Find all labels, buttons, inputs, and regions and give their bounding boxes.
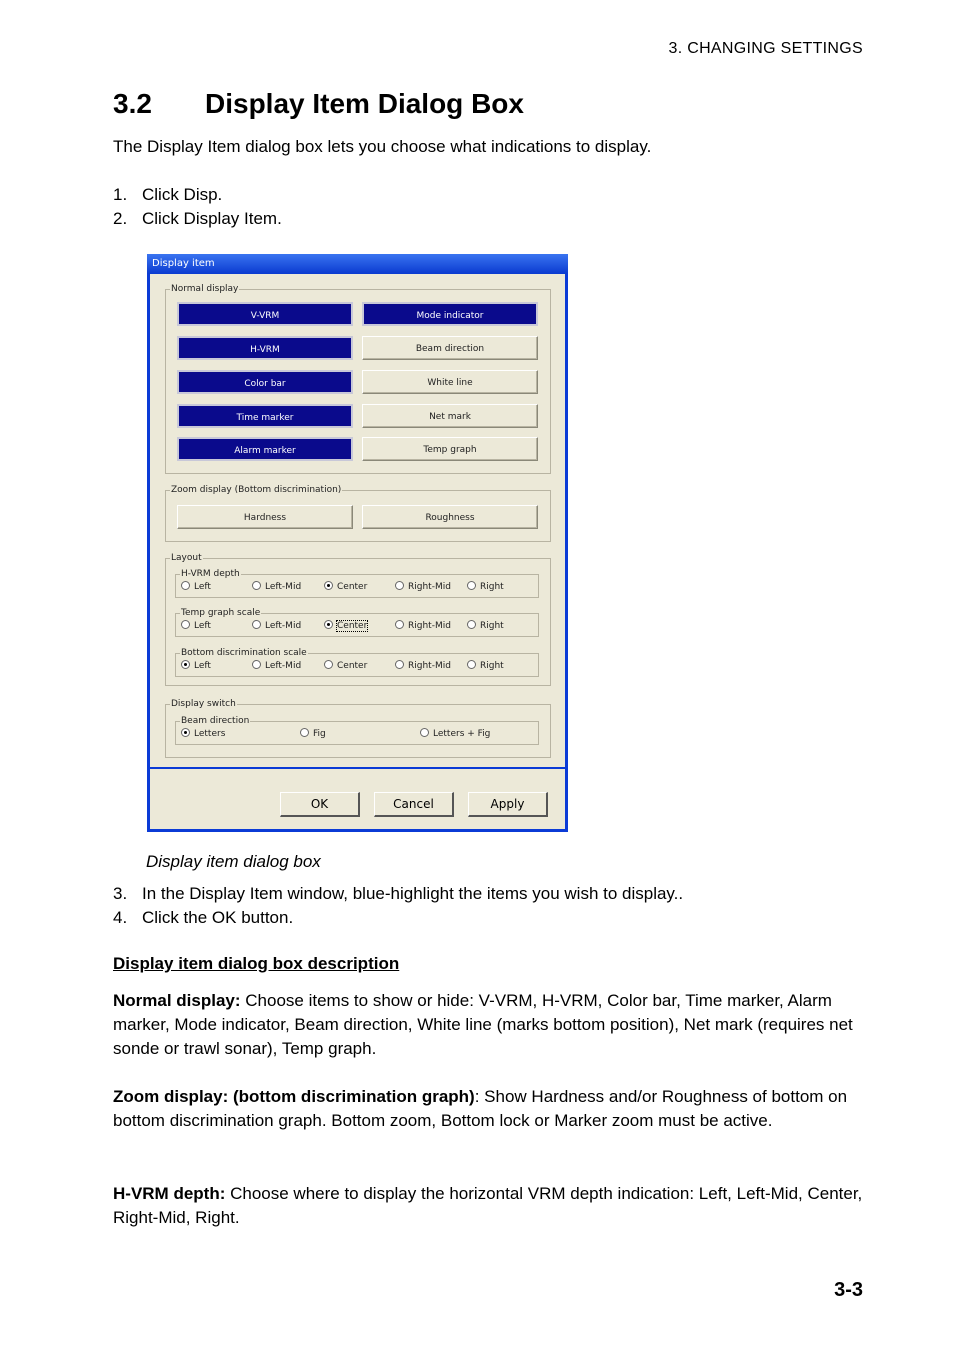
radio-icon (252, 620, 261, 629)
radio-bottom-center[interactable] (324, 660, 367, 672)
hvrm-depth-label: H-VRM depth (181, 569, 240, 579)
ok-button[interactable]: OK (280, 792, 360, 817)
radio-bottom-left-mid[interactable] (252, 660, 301, 672)
layout-group (165, 553, 551, 686)
radio-label: Left (194, 582, 211, 592)
zoom-display-group (165, 485, 551, 542)
radio-label: Center (337, 582, 368, 592)
zoom-display-label: Zoom display (Bottom discrimination) (171, 485, 342, 495)
radio-label: Right (480, 621, 504, 631)
radio-hvrm-center[interactable] (324, 581, 367, 593)
bottom-disc-scale-label: Bottom discrimination scale (181, 648, 307, 658)
radio-bottom-left[interactable] (181, 660, 211, 672)
radio-bottom-right[interactable] (467, 660, 504, 672)
step-item (113, 906, 863, 930)
radio-icon (252, 581, 261, 590)
desc-zoom-display (113, 1085, 863, 1133)
toggle-time-marker[interactable]: Time marker (177, 404, 353, 428)
cancel-button[interactable]: Cancel (374, 792, 454, 817)
step-text: Click the OK button. (142, 908, 294, 927)
desc-normal-display (113, 989, 863, 1061)
radio-icon (252, 660, 261, 669)
toggle-beam-direction[interactable]: Beam direction (362, 336, 538, 360)
radio-icon (395, 620, 404, 629)
step-item (113, 882, 863, 906)
running-head: 3. CHANGING SETTINGS (668, 40, 863, 57)
radio-temp-center[interactable] (324, 620, 367, 632)
radio-label: Left-Mid (265, 661, 302, 671)
toggle-h-vrm[interactable]: H-VRM (177, 336, 353, 360)
radio-hvrm-right[interactable] (467, 581, 504, 593)
step-number: 3. (113, 884, 128, 903)
temp-graph-scale-label: Temp graph scale (181, 608, 261, 618)
toggle-roughness[interactable]: Roughness (362, 505, 538, 529)
dialog-titlebar[interactable]: Display item (147, 254, 568, 274)
radio-label: Right-Mid (408, 582, 451, 592)
step-number: 4. (113, 908, 128, 927)
radio-selected-icon (181, 660, 190, 669)
desc-term: Normal display: (113, 991, 241, 1010)
step-number: 1. (113, 185, 128, 204)
radio-icon (467, 620, 476, 629)
display-item-dialog (147, 254, 568, 832)
toggle-color-bar[interactable]: Color bar (177, 370, 353, 394)
radio-beam-letters[interactable] (181, 728, 225, 740)
step-item (113, 207, 863, 231)
layout-label: Layout (171, 553, 202, 563)
radio-label: Center (337, 621, 368, 631)
desc-hvrm-depth (113, 1182, 863, 1230)
step-text: In the Display Item window, blue-highlight the items you wish to display.. (142, 884, 684, 903)
radio-label: Left-Mid (265, 621, 302, 631)
radio-beam-letters-fig[interactable] (420, 728, 490, 740)
dialog-separator (150, 767, 565, 769)
radio-label: Left (194, 621, 211, 631)
bottom-disc-scale-group (175, 648, 539, 677)
radio-temp-left[interactable] (181, 620, 211, 632)
beam-direction-label: Beam direction (181, 716, 250, 726)
radio-label: Fig (313, 729, 326, 739)
dialog-client-area (150, 274, 565, 829)
radio-selected-icon (181, 728, 190, 737)
desc-text: : Show Hardness and/or Roughness of bottom on bottom discrimination graph. Bottom zoom, Bottom lock or Marker zoom must be active. (113, 1087, 848, 1130)
normal-display-group (165, 284, 551, 474)
step-text: Click Display Item. (142, 209, 282, 228)
radio-label: Right (480, 661, 504, 671)
radio-icon (324, 660, 333, 669)
section-number: 3.2 (113, 88, 152, 119)
step-number: 2. (113, 209, 128, 228)
radio-hvrm-left[interactable] (181, 581, 211, 593)
radio-label: Letters + Fig (433, 729, 491, 739)
page-number: 3-3 (834, 1279, 863, 1301)
step-item (113, 183, 863, 207)
toggle-v-vrm[interactable]: V-VRM (177, 302, 353, 326)
radio-label: Right-Mid (408, 621, 451, 631)
radio-bottom-right-mid[interactable] (395, 660, 451, 672)
radio-icon (420, 728, 429, 737)
radio-label: Letters (194, 729, 226, 739)
desc-text: Choose items to show or hide: V-VRM, H-VRM, Color bar, Time marker, Alarm marker, Mode indicator, Beam direction, White line (marks bottom position), Net mark (requires net sonde or trawl sonar), Temp graph. (113, 991, 853, 1058)
hvrm-depth-group (175, 569, 539, 598)
toggle-hardness[interactable]: Hardness (177, 505, 353, 529)
radio-label: Right-Mid (408, 661, 451, 671)
radio-icon (395, 660, 404, 669)
figure-caption: Display item dialog box (146, 852, 321, 871)
display-switch-label: Display switch (171, 699, 236, 709)
description-heading: Display item dialog box description (113, 954, 400, 973)
radio-temp-right-mid[interactable] (395, 620, 451, 632)
radio-temp-left-mid[interactable] (252, 620, 301, 632)
radio-label: Left-Mid (265, 582, 302, 592)
toggle-alarm-marker[interactable]: Alarm marker (177, 437, 353, 461)
radio-beam-fig[interactable] (300, 728, 326, 740)
desc-term: Zoom display: (bottom discrimination graph) (113, 1087, 475, 1106)
radio-label: Center (337, 661, 368, 671)
radio-selected-icon (324, 620, 333, 629)
radio-hvrm-left-mid[interactable] (252, 581, 301, 593)
steps-list-a (113, 183, 863, 231)
radio-icon (181, 620, 190, 629)
section-title (113, 88, 524, 120)
display-switch-group (165, 699, 551, 758)
apply-button[interactable]: Apply (468, 792, 548, 817)
radio-selected-icon (324, 581, 333, 590)
step-text: Click Disp. (142, 185, 223, 204)
desc-term: H-VRM depth: (113, 1184, 226, 1203)
radio-hvrm-right-mid[interactable] (395, 581, 451, 593)
radio-icon (395, 581, 404, 590)
radio-icon (300, 728, 309, 737)
toggle-temp-graph[interactable]: Temp graph (362, 437, 538, 461)
section-title-text: Display Item Dialog Box (205, 88, 524, 119)
toggle-mode-indicator[interactable]: Mode indicator (362, 302, 538, 326)
normal-display-label: Normal display (171, 284, 239, 294)
radio-icon (181, 581, 190, 590)
toggle-white-line[interactable]: White line (362, 370, 538, 394)
radio-label: Left (194, 661, 211, 671)
toggle-net-mark[interactable]: Net mark (362, 404, 538, 428)
desc-text: Choose where to display the horizontal VRM depth indication: Left, Left-Mid, Center, Right-Mid, Right. (113, 1184, 863, 1227)
intro-paragraph: The Display Item dialog box lets you choose what indications to display. (113, 137, 652, 156)
temp-graph-scale-group (175, 608, 539, 637)
radio-label: Right (480, 582, 504, 592)
steps-list-b (113, 882, 863, 930)
radio-temp-right[interactable] (467, 620, 504, 632)
radio-icon (467, 660, 476, 669)
radio-icon (467, 581, 476, 590)
beam-direction-group (175, 716, 539, 745)
